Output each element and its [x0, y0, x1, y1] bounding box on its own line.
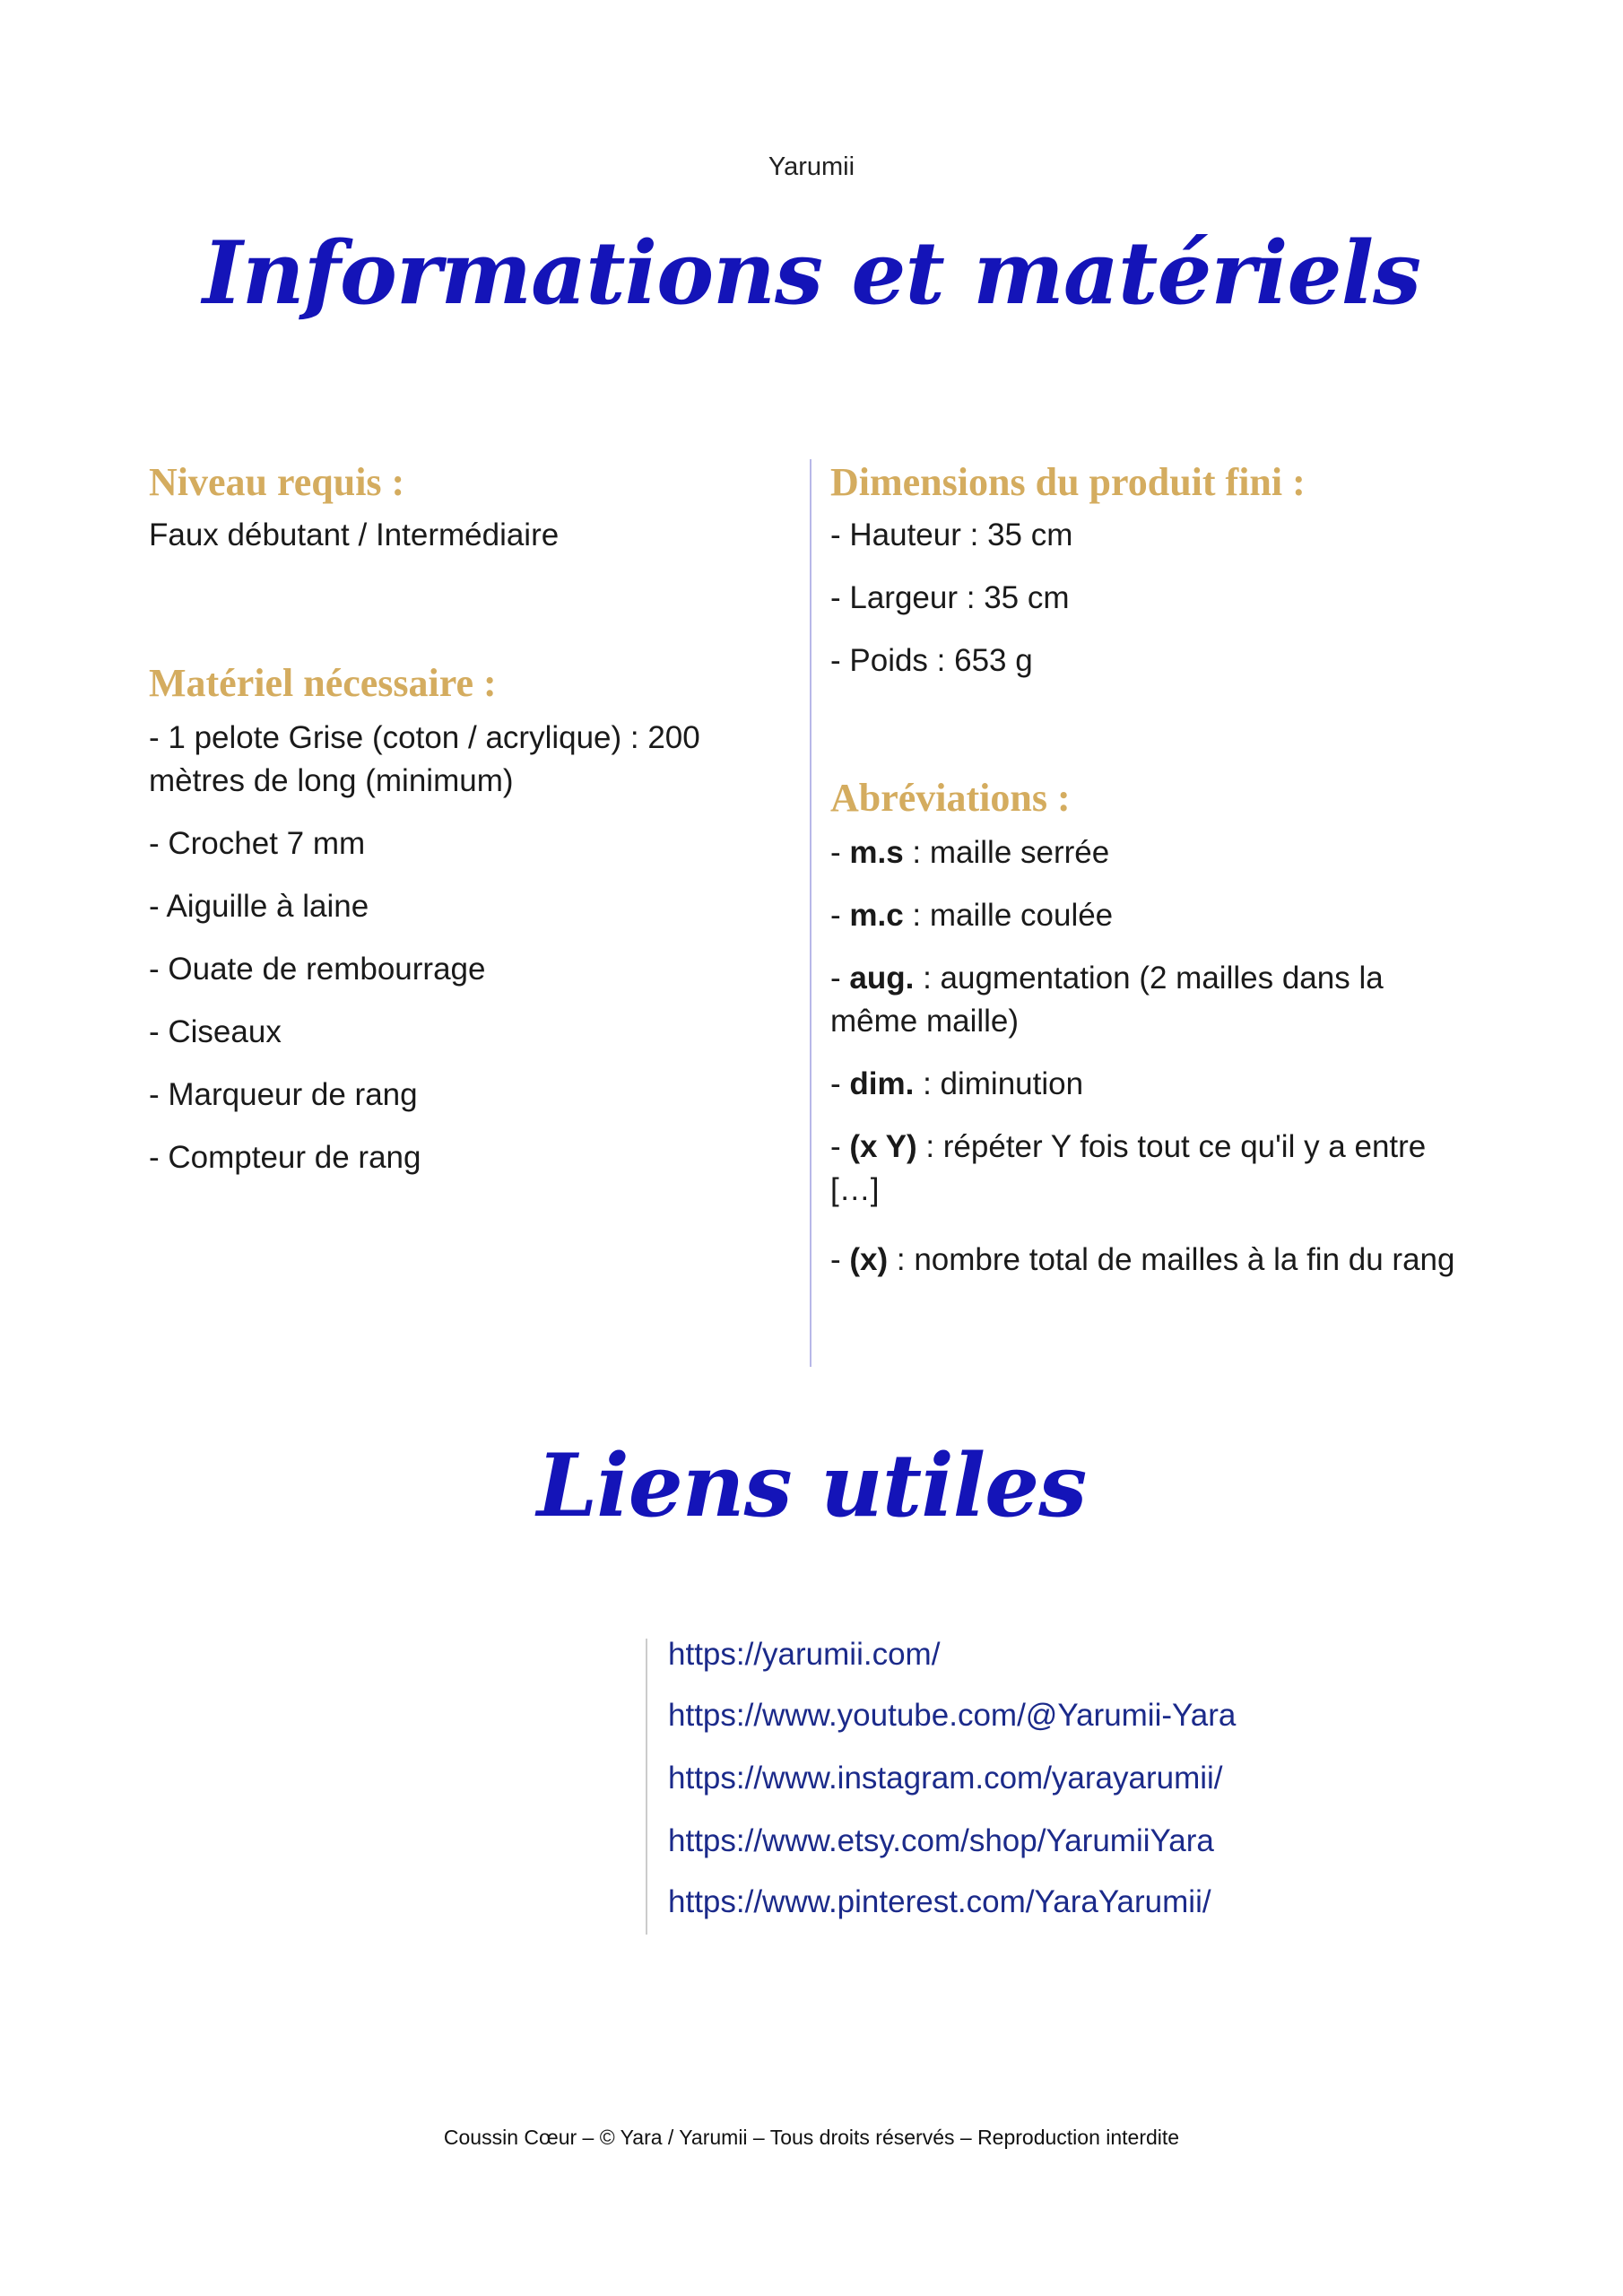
links-title: Liens utiles	[536, 1435, 1087, 1536]
list-item: - dim. : diminution	[830, 1066, 1084, 1101]
header-brand: Yarumii	[768, 152, 855, 181]
abbreviations-heading: Abréviations :	[830, 776, 1071, 820]
list-item: - aug. : augmentation (2 mailles dans la même maille)	[830, 961, 1384, 1039]
list-item: - Ciseaux	[149, 1014, 282, 1049]
dimensions-list	[830, 514, 1476, 683]
list-item: - Hauteur : 35 cm	[830, 517, 1073, 552]
link-url-youtube[interactable]: https://www.youtube.com/@Yarumii-Yara	[668, 1698, 1237, 1733]
column-divider	[810, 459, 812, 1367]
list-item: - 1 pelote Grise (coton / acrylique) : 200 mètres de long (minimum)	[149, 720, 700, 798]
link-url-pinterest[interactable]: https://www.pinterest.com/YaraYarumii/	[668, 1884, 1211, 1919]
right-column	[830, 453, 1476, 1309]
list-item: - Ouate de rembourrage	[149, 952, 486, 987]
links-divider	[646, 1639, 647, 1935]
list-item: - (x Y) : répéter Y fois tout ce qu'il y a entre […]	[830, 1129, 1427, 1207]
list-item: - m.c : maille coulée	[830, 898, 1114, 933]
link-url-instagram[interactable]: https://www.instagram.com/yarayarumii/	[668, 1761, 1223, 1796]
materiel-heading: Matériel nécessaire :	[149, 661, 497, 705]
page-title: Informations et matériels	[202, 222, 1421, 324]
abbreviations-list	[830, 831, 1476, 1289]
list-item: - (x) : nombre total de mailles à la fin du rang	[830, 1242, 1455, 1277]
link-url-etsy[interactable]: https://www.etsy.com/shop/YarumiiYara	[668, 1823, 1214, 1858]
list-item: - m.s : maille serrée	[830, 835, 1110, 870]
list-item: - Poids : 653 g	[830, 643, 1033, 678]
list-item: - Crochet 7 mm	[149, 826, 366, 861]
materiel-list	[149, 717, 794, 1179]
list-item: - Marqueur de rang	[149, 1077, 418, 1112]
left-column	[149, 453, 794, 1199]
niveau-value: Faux débutant / Intermédiaire	[149, 517, 560, 552]
list-item: - Largeur : 35 cm	[830, 580, 1070, 615]
link-url-boutique[interactable]: https://yarumii.com/	[668, 1637, 941, 1672]
niveau-heading: Niveau requis :	[149, 460, 405, 504]
list-item: - Aiguille à laine	[149, 889, 369, 924]
footer-text: Coussin Cœur – © Yara / Yarumii – Tous droits réservés – Reproduction interdite	[443, 2126, 1180, 2149]
list-item: - Compteur de rang	[149, 1140, 421, 1175]
dimensions-heading: Dimensions du produit fini :	[830, 460, 1306, 504]
